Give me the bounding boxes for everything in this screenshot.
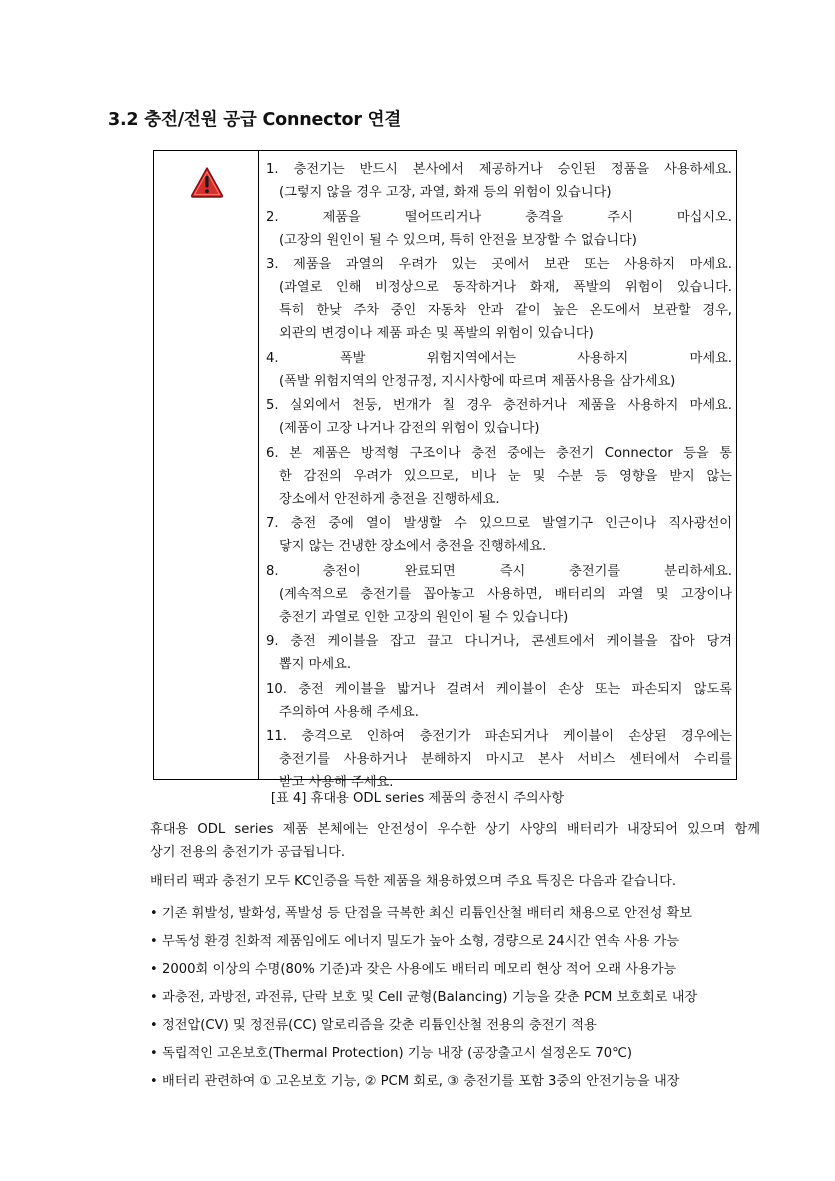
notice-item-detail: 받고 사용해 주세요. [279,775,394,790]
notice-item-detail: (폭발 위험지역의 안정규정, 지시사항에 따르며 제품사용을 삼가세요) [279,373,676,389]
notice-item-detail: (고장의 원인이 될 수 있으며, 특히 안전을 보장할 수 없습니다) [279,232,637,248]
bullet-text: 과충전, 과방전, 과전류, 단락 보호 및 Cell 균형(Balancing) 기능을 갖춘 PCM 보호회로 내장 [162,989,698,1005]
notice-item [266,678,732,724]
notice-item-detail: 장소에서 안전하게 충전을 진행하세요. [279,491,500,507]
notice-item-detail: 주의하여 사용해 주세요. [279,704,419,720]
bullet-text: 정전압(CV) 및 정전류(CC) 알로리즘을 갖춘 리튬인산철 전용의 충전기 적용 [162,1017,597,1033]
notice-item-detail: (제품이 고장 나거나 감전의 위험이 있습니다) [279,421,540,436]
notice-item-title: 8. 충전이 완료되면 즉시 충전기를 분리하세요. [266,563,732,579]
notice-item-detail: 특히 한낮 주차 중인 자동차 안과 같이 높은 온도에서 보관할 경우, [279,303,732,318]
notice-item-title: 6. 본 제품은 방적형 구조이나 충전 중에는 충전기 Connector 등을 통 [266,445,732,461]
notice-item [266,158,732,204]
feature-bullet [150,983,760,1011]
feature-bullet [150,1039,760,1067]
bullet-text: 배터리 관련하여 ① 고온보호 기능, ② PCM 회로, ③ 충전기를 포함 3중의 안전기능을 내장 [162,1073,680,1089]
paragraph-line: 상기 전용의 충전기가 공급됩니다. [150,845,346,860]
feature-bullet [150,955,760,983]
notice-item [266,347,732,393]
feature-bullet [150,927,760,955]
warning-triangle-icon [190,166,224,198]
notice-item-detail: (과열로 인해 비정상으로 동작하거나 화재, 폭발의 위험이 있습니다. [279,280,732,295]
notice-item-title: 10. 충전 케이블을 밟거나 걸려서 케이블이 손상 또는 파손되지 않도록 [266,681,732,697]
notice-item-title: 11. 충격으로 인하여 충전기가 파손되거나 케이블이 손상된 경우에는 [266,729,732,744]
notice-item-detail: 한 감전의 우려가 있으므로, 비나 눈 및 수분 등 영향을 받지 않는 [279,468,732,484]
bullet-dot-icon: • [150,1073,158,1089]
bullet-dot-icon: • [150,1045,158,1061]
feature-bullet [150,1011,760,1039]
table-caption: [표 4] 휴대용 ODL series 제품의 충전시 주의사항 [270,791,565,806]
body-paragraph [150,818,760,864]
body-paragraph [150,870,760,893]
table-divider [258,151,259,779]
notice-item-title: 2. 제품을 떨어뜨리거나 충격을 주시 마십시오. [266,209,732,225]
notice-item [266,206,732,252]
paragraph-line: 배터리 팩과 충전기 모두 KC인증을 득한 제품을 채용하였으며 주요 특징은 다음과 같습니다. [150,874,677,889]
notice-item [266,442,732,511]
notice-item-detail: 충전기 과열로 인한 고장의 원인이 될 수 있습니다) [279,609,569,625]
bullet-dot-icon: • [150,1017,158,1033]
notice-item [266,394,732,440]
notice-item [266,630,732,676]
notice-item-title: 9. 충전 케이블을 잡고 끌고 다니거나, 콘센트에서 케이블을 잡아 당겨 [266,634,732,649]
notice-item-title: 5. 실외에서 천둥, 번개가 칠 경우 충전하거나 제품을 사용하지 마세요. [266,398,732,413]
section-heading: 3.2 충전/전원 공급 Connector 연결 [108,110,402,130]
notice-item-title: 4. 폭발 위험지역에서는 사용하지 마세요. [266,350,732,366]
bullet-text: 기존 휘발성, 발화성, 폭발성 등 단점을 극복한 최신 리튬인산철 배터리 채용으로 안전성 확보 [162,905,693,921]
body-text [150,818,760,1095]
notice-item-title: 1. 충전기는 반드시 본사에서 제공하거나 승인된 정품을 사용하세요. [266,162,732,177]
notice-item-title: 7. 충전 중에 열이 발생할 수 있으므로 발열기구 인근이나 직사광선이 [266,516,732,531]
notice-item-detail: 뽑지 마세요. [279,657,352,672]
bullet-dot-icon: • [150,905,158,921]
notice-item-detail: (그렇지 않을 경우 고장, 과열, 화재 등의 위험이 있습니다) [279,185,612,200]
notice-list [266,158,732,796]
notice-item-title: 3. 제품을 과열의 우려가 있는 곳에서 보관 또는 사용하지 마세요. [266,257,732,272]
bullet-dot-icon: • [150,989,158,1005]
feature-bullet [150,899,760,927]
notice-item [266,560,732,629]
notice-item-detail: 외관의 변경이나 제품 파손 및 폭발의 위험이 있습니다) [279,326,594,341]
notice-item [266,512,732,558]
notice-item-detail: 닿지 않는 건냉한 장소에서 충전을 진행하세요. [279,539,547,554]
notice-item-detail: 충전기를 사용하거나 분해하지 마시고 본사 서비스 센터에서 수리를 [279,752,732,767]
feature-bullet [150,1067,760,1095]
notice-item-detail: (계속적으로 충전기를 꼽아놓고 사용하면, 배터리의 과열 및 고장이나 [279,586,732,602]
notice-item [266,253,732,345]
bullet-text: 무독성 환경 친화적 제품임에도 에너지 밀도가 높아 소형, 경량으로 24시간 연속 사용 가능 [162,933,680,949]
notice-table [153,150,737,790]
paragraph-line: 휴대용 ODL series 제품 본체에는 안전성이 우수한 상기 사양의 배터리가 내장되어 있으며 함께 [150,822,760,837]
bullet-text: 2000회 이상의 수명(80% 기준)과 잦은 사용에도 배터리 메모리 현상 적어 오래 사용가능 [162,961,677,977]
bullet-dot-icon: • [150,933,158,949]
bullet-text: 독립적인 고온보호(Thermal Protection) 기능 내장 (공장출고시 설정온도 70℃) [162,1045,633,1061]
bullet-dot-icon: • [150,961,158,977]
notice-item [266,725,732,794]
